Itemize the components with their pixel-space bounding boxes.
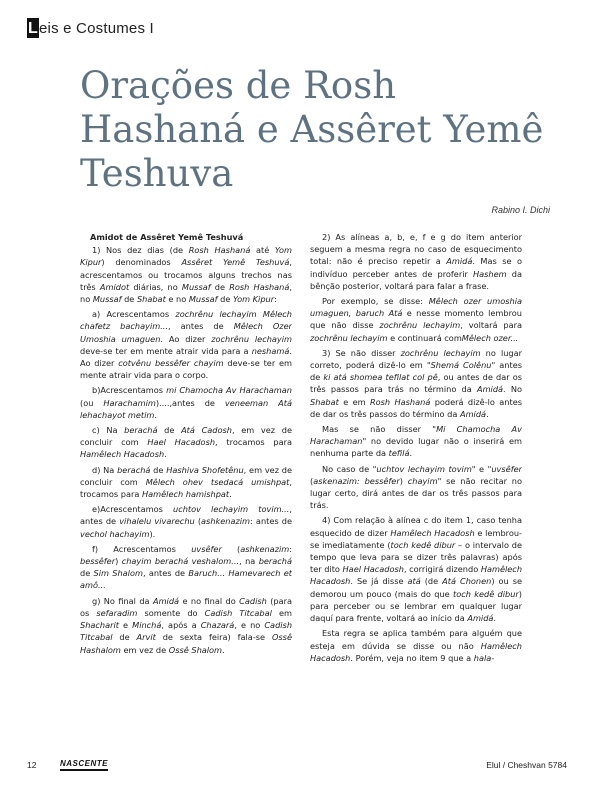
paragraph: e)Acrescentamos uchtov lechayim tovim..., antes de vihalelu vivarechu (ashkenazim: antes de vechol hachayim). bbox=[80, 504, 292, 539]
paragraph: 4) Com relação à alínea c do item 1, caso tenha esquecido de dizer Hamêlech Hacadosh e lembrou-se imediatamente (toch kedê dibur – o intervalo de tempo que leva para se dizer três palavras) após ter dito Hael Hacadosh, corrigirá dizendo Hamêlech Hacadosh. Se já disse atá (de Atá Chonen) ou se demorou um pouco (mais do que toch kedê dibur) para perceber ou se lembrar em qualquer lugar daquí para frente, voltará ao início da Amidá. bbox=[310, 515, 522, 624]
article-author: Rabino I. Dichi bbox=[491, 205, 550, 215]
paragraph: 1) Nos dez dias (de Rosh Hashaná até Yom Kipur) denominados Assêret Yemê Teshuvá, acrescentamos ou trocamos alguns trechos nas três Amidot diárias, no Mussaf de Rosh Hashaná, no Mussaf de Shabat e no Mussaf de Yom Kipur: bbox=[80, 245, 292, 305]
article-title: Orações de Rosh Hashaná e Assêret Yemê Teshuva bbox=[80, 64, 544, 195]
paragraph: b)Acrescentamos mi Chamocha Av Harachaman (ou Harachamim)....,antes de veneeman Atá lehachayot metim. bbox=[80, 385, 292, 420]
article-body bbox=[80, 231, 524, 746]
paragraph: 2) As alíneas a, b, e, f e g do item anterior seguem a mesma regra no caso de esquecimento total: não é preciso repetir a Amidá. Mas se o indivíduo perceber antes de proferir Hashem da bênção posterior, voltará para falar a frase. bbox=[310, 232, 522, 291]
paragraph: d) Na berachá de Hashiva Shofetênu, em vez de concluir com Mêlech ohev tsedacá umishpat, trocamos para Hamêlech hamishpat. bbox=[80, 464, 292, 500]
right-column bbox=[310, 231, 522, 746]
paragraph: Mas se não disser "Mi Chamocha Av Harachaman" no devido lugar não o inserirá em nenhuma parte da tefilá. bbox=[310, 424, 522, 459]
paragraph: Esta regra se aplica também para alguém que esteja em dúvida se disse ou não Hamêlech Hacadosh. Porém, veja no item 9 que a hala- bbox=[310, 628, 522, 663]
paragraph-subheading: Amidot de Assêret Yemê Teshuvá bbox=[90, 232, 244, 242]
page-number: 12 bbox=[27, 760, 37, 770]
paragraph: g) No final da Amidá e no final do Cadish (para os sefaradim somente do Cadish Titcabal em Shacharit e Minchá, após a Chazará, e no Cadish Titcabal de Arvit de sexta feira) fala-se Ossê Hashalom em vez de Ossê Shalom. bbox=[80, 595, 292, 655]
paragraph: No caso de "uchtov lechayim tovim" e "uvsêfer (askenazim: bessêfer) chayim" se não recitar no lugar certo, dirá antes de dar os três passos para trás. bbox=[310, 463, 522, 511]
paragraph: 3) Se não disser zochrênu lechayim no lugar correto, poderá dizê-lo em "Shemá Colênu" antes de ki atá shomea tefilat col pê, ou antes de dar os três passos para trás no término da Amidá. No Shabat e em Rosh Hashaná poderá dizê-lo antes de dar os três passos do término da Amidá. bbox=[310, 347, 522, 419]
section-initial: L bbox=[28, 20, 38, 37]
magazine-logo: NASCENTE bbox=[60, 758, 108, 771]
issue-date: Elul / Cheshvan 5784 bbox=[486, 760, 567, 770]
paragraph: f) Acrescentamos uvsêfer (ashkenazim: bessêfer) chayim berachá veshalom..., na berachá de Sim Shalom, antes de Baruch... Hamevarech et amô... bbox=[80, 543, 292, 591]
paragraph: Por exemplo, se disse: Mêlech ozer umoshia umaguen, baruch Atá e nesse momento lembrou que não disse zochrênu lechayim, voltará para zochrênu lechayim e continuará comMêlech ozer... bbox=[310, 296, 522, 343]
left-column bbox=[80, 231, 292, 746]
page-footer bbox=[0, 758, 595, 774]
paragraph: a) Acrescentamos zochrênu lechayim Mêlech chafetz bachayim..., antes de Mêlech Ozer Umoshia umaguen. Ao dizer zochrênu lechayim deve-se ter em mente atrair vida para a neshamá. Ao dizer cotvênu bessêfer chayim deve-se ter em mente atrair vida para o corpo. bbox=[80, 309, 292, 381]
paragraph: c) Na berachá de Atá Cadosh, em vez de concluir com Hael Hacadosh, trocamos para Hamêlech Hacadosh. bbox=[80, 425, 292, 460]
section-name: eis e Costumes I bbox=[39, 19, 154, 37]
section-tag bbox=[27, 18, 154, 38]
